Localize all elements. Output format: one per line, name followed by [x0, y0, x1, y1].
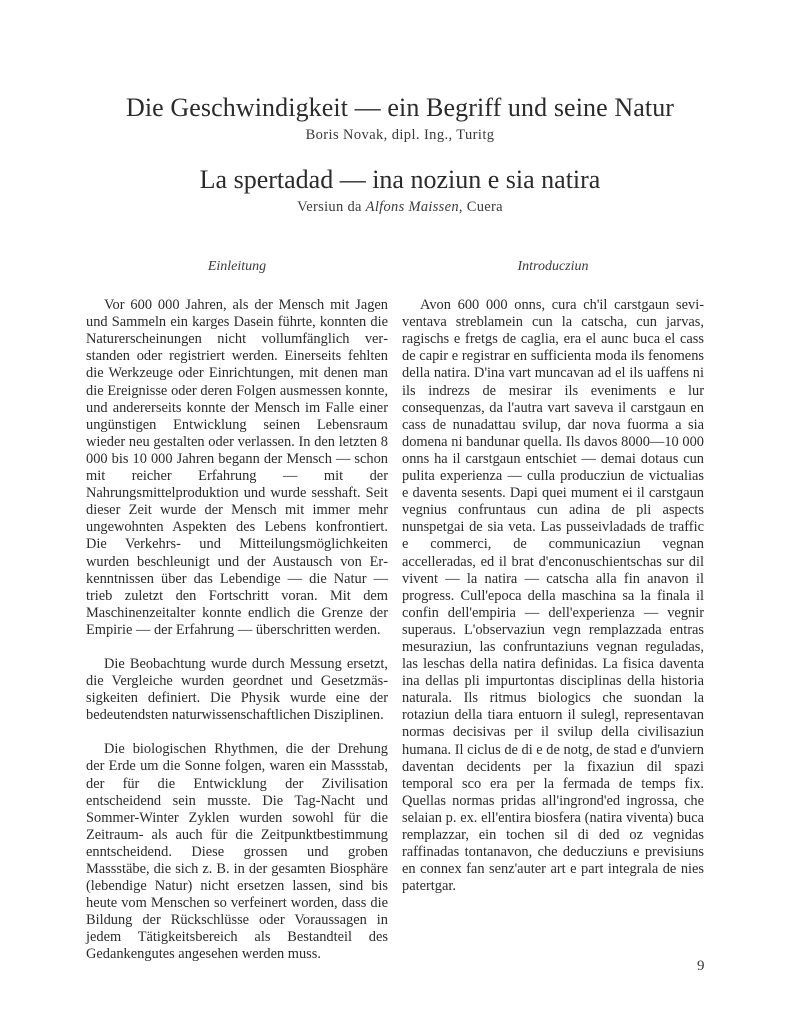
german-column: [86, 258, 388, 964]
page-number: 9: [697, 958, 705, 974]
title-romansh: La spertadad — ina noziun e sia natira: [199, 165, 601, 194]
romansh-column: [402, 258, 704, 895]
translator-place: , Cuera: [458, 199, 503, 215]
title-german: Die Geschwindigkeit — ein Begriff und seine Natur: [125, 93, 675, 122]
translator-line: [0, 199, 800, 216]
paragraph: Vor 600 000 Jahren, als der Mensch mit Jagen und Sammeln ein karges Dasein führte, konnten die Naturerscheinungen nicht vollumfänglich verstanden oder registriert werden. Einerseits fehlten die Werkzeuge oder Einrichtungen, mit denen man die Ereignisse oder deren Folgen ausmessen konnte, und andererseits konnte der Mensch im Falle einer ungünstigen Entwicklung seinen Lebensraum wieder neu gestalten oder verlassen. In den letzten 8 000 bis 10 000 Jahren begann der Mensch — schon mit reicher Erfahrung — mit der Nahrungsmittelproduktion und wurde sesshaft. Seit dieser Zeit wurde der Mensch mit immer mehr ungewohnten Aspekten des Lebens konfrontiert. Die Verkehrs- und Mitteilungsmöglichkeiten wurden beschleunigt und der Austausch von Erkenntnissen über das Lebendige — die Natur — trieb zuletzt den Fortschritt voran. Mit dem Maschinenzeitalter konnte endlich die Grenze der Empirie — der Erfahrung — überschritten werden.: [86, 297, 388, 638]
paragraph: Die Beobachtung wurde durch Messung ersetzt, die Vergleiche wurden geordnet und Gesetzmässigkeiten definiert. Die Physik wurde eine der bedeutendsten naturwissenschaftlichen Disziplinen.: [86, 655, 388, 724]
paragraph: Avon 600 000 onns, cura ch'il carstgaun seviventava streblamein cun la catscha, cun jarvas, ragischs e fretgs de caglia, era el aunc buca el cass de capir e registrar en sufficienta moda ils fenomens della natira. D'ina vart muncavan ad el ils uaffens ni ils indrezs de mesirar ils eveniments e lur consequenzas, da l'autra vart saveva il carstgaun en cass de nunadattau svilup, dar nova fuorma a sia domena ni bandunar quella. Ils davos 8000—10 000 onns ha il carstgaun entschiet — demai dotaus cun pulita experienza — culla producziun de victualias e daventa sesents. Dapi quei mument ei il carstgaun vegnius confruntaus cun adina de pli aspects nunspetgai de sia veta. Las pusseivladads de traffic e commerci, de communicaziun vegnan accelleradas, ed il brat d'enconuschientschas sur dil vivent — la natira — catscha alla fin anavon il progress. Cull'epoca della maschina sa la finala il confin dell'empiria — dell'experienza — vegnir superaus. L'observaziun vegn remplazzada entras mesuraziun, las confruntaziuns vegnan reguladas, las leschas della natira definidas. La fisica daventa ina dellas pli impurtontas disciplinas della historia naturala. Ils ritmus biologics che suondan la rotaziun della tiara entuorn il sulegl, representavan normas decisivas per il svilup della civilisaziun humana. Il ciclus de di e de notg, de stad e d'unviern daventan decidents per la fixaziun dil spazi temporal sco era per la fermada de temps fix. Quellas normas pridas all'ingrond'ed ingrossa, che selaian p. ex. ell'entira biosfera (natira viventa) buca remplazzar, ein tochen sil di ded oz vegnidas raffinadas tontanavon, che deducziuns e previsiuns en connex fan senz'auter art e part integrala de nies patertgar.: [402, 297, 704, 895]
translator-name: Alfons Maissen: [365, 199, 459, 215]
section-heading-introducziun: Introducziun: [517, 259, 589, 274]
section-heading-einleitung: Einleitung: [207, 259, 267, 274]
version-prefix: Versiun da: [297, 199, 366, 215]
author-line: Boris Novak, dipl. Ing., Turitg: [305, 127, 495, 143]
paragraph: Die biologischen Rhythmen, die der Drehung der Erde um die Sonne folgen, waren ein Massstab, der für die Entwicklung der Zivilisation entscheidend sein musste. Die Tag-Nacht und Sommer-Winter Zyklen wurden sowohl für die Zeitraum- als auch für die Zeitpunktbestimmung enntscheidend. Diese grossen und groben Massstäbe, die sich z. B. in der gesamten Biosphäre (lebendige Natur) nicht ersetzen lassen, sind bis heute vom Menschen so verfeinert worden, dass die Bildung der Rückschlüsse oder Voraussagen in jedem Tätigkeitsbereich als Bestandteil des Gedankengutes angesehen werden muss.: [86, 741, 388, 963]
